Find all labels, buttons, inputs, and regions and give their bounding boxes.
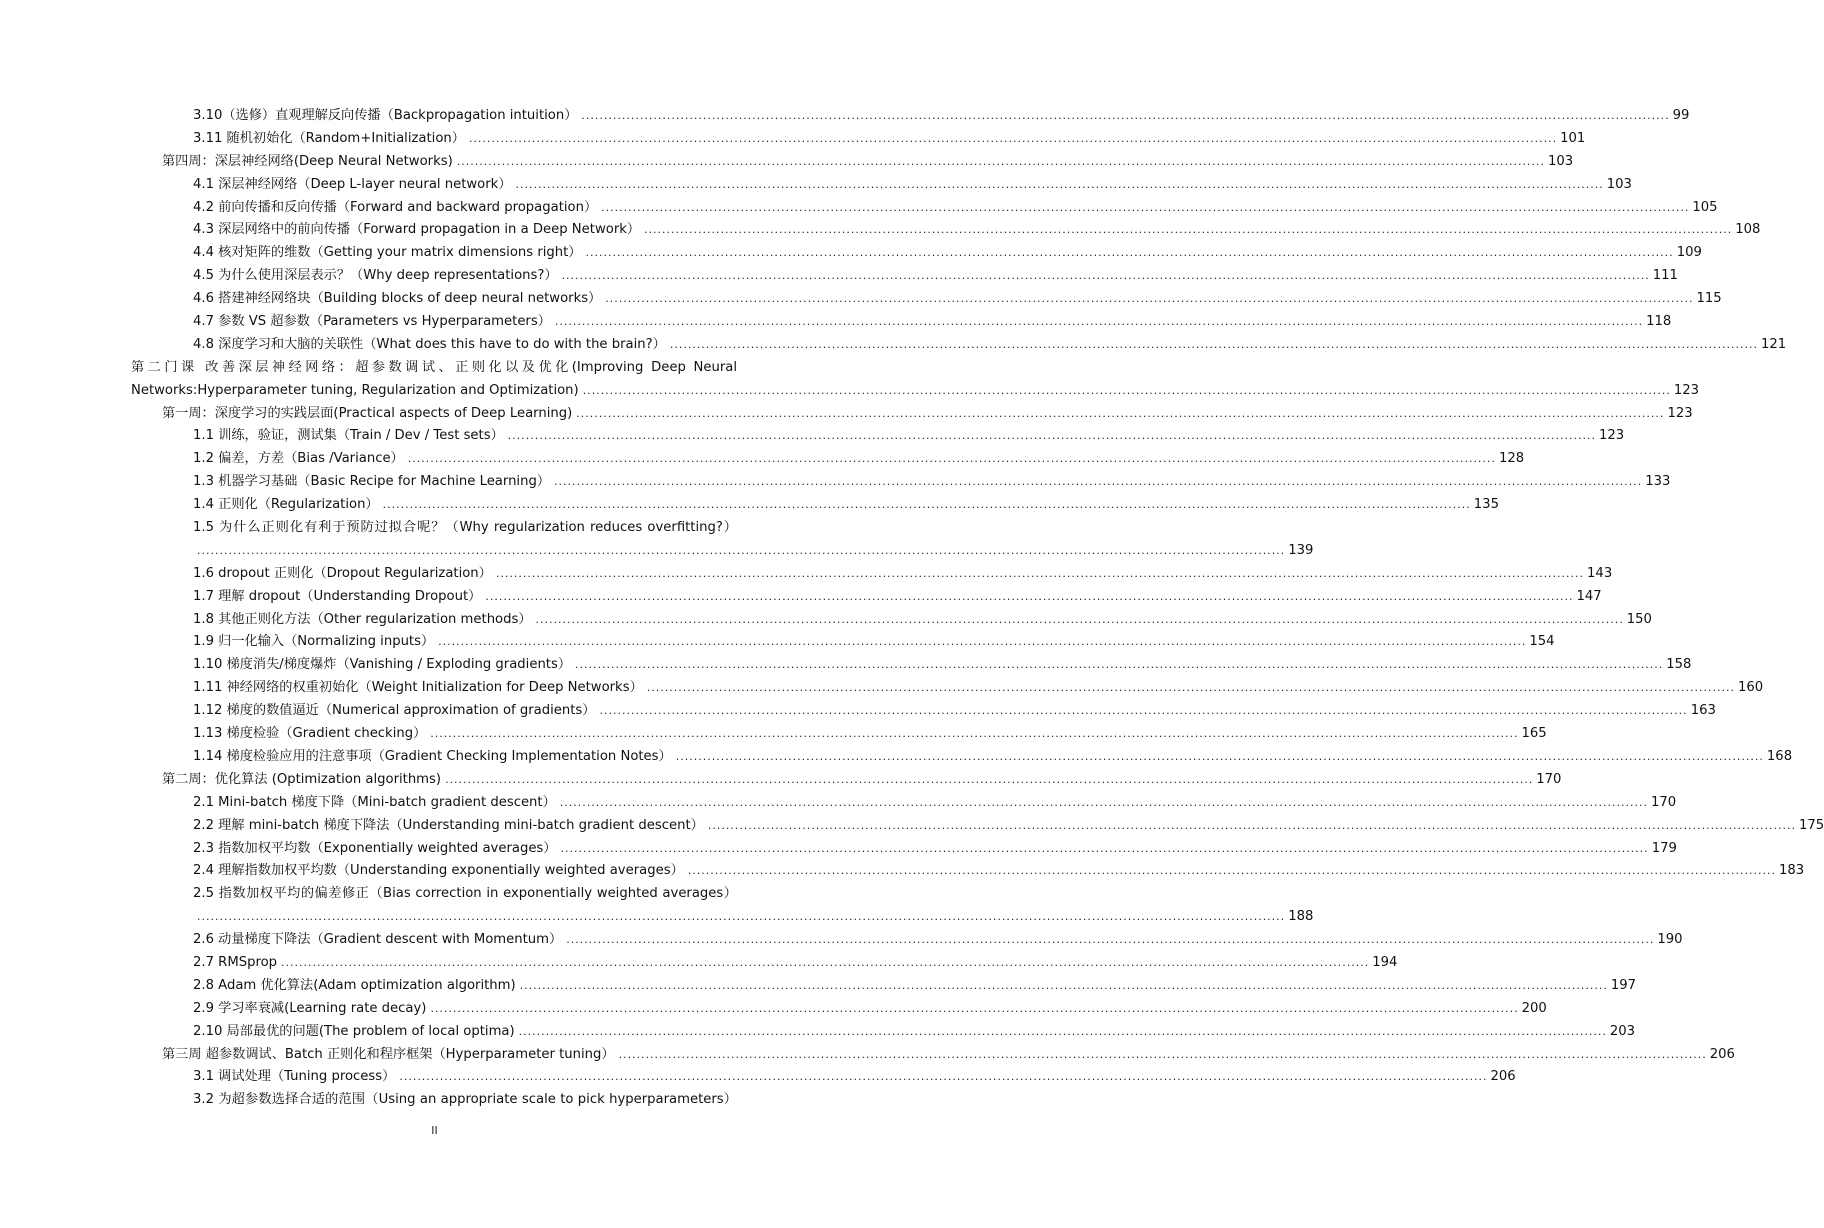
table-of-contents (0, 105, 1824, 1112)
toc-leader-dots (560, 792, 1648, 815)
toc-entry-page: 206 (1709, 1046, 1735, 1062)
toc-leader-dots (430, 998, 1518, 1021)
toc-entry-page: 111 (1652, 268, 1678, 284)
toc-entry-title: 1.4 正则化（Regularization） (193, 497, 379, 513)
toc-entry-title: 1.2 偏差，方差（Bias /Variance） (193, 451, 404, 467)
toc-leader-dots (536, 609, 1624, 632)
toc-entry-title: 1.11 神经网络的权重初始化（Weight Initialization for Deep Networks） (193, 680, 643, 696)
toc-entry[interactable] (0, 425, 1625, 448)
toc-leader-dots (575, 654, 1663, 677)
toc-leader-dots (708, 815, 1796, 838)
toc-entry-page: 168 (1766, 748, 1793, 764)
toc-entry-title: 4.6 搭建神经网络块（Building blocks of deep neural networks） (193, 291, 602, 307)
toc-entry[interactable] (0, 586, 1602, 609)
toc-entry[interactable] (0, 403, 1693, 426)
toc-entry[interactable] (0, 723, 1547, 746)
toc-entry-page: 118 (1646, 314, 1672, 330)
toc-leader-dots (516, 174, 1604, 197)
toc-entry-title: 1.9 归一化输入（Normalizing inputs） (193, 634, 435, 650)
toc-entry-page: 105 (1692, 199, 1718, 215)
toc-entry-page: 163 (1690, 703, 1716, 719)
toc-entry-page: 147 (1576, 588, 1602, 604)
toc-entry-title: 1.3 机器学习基础（Basic Recipe for Machine Learning） (193, 474, 551, 490)
toc-entry-title: 2.7 RMSprop (193, 954, 278, 970)
toc-entry-page: 143 (1587, 565, 1613, 581)
toc-entry-title: 4.1 深层神经网络（Deep L-layer neural network） (193, 176, 512, 192)
toc-leader-dots (197, 906, 1285, 929)
toc-entry[interactable] (0, 242, 1702, 265)
toc-entry-page: 170 (1536, 771, 1562, 787)
toc-entry[interactable] (0, 311, 1672, 334)
toc-leader-dots (670, 334, 1758, 357)
toc-entry[interactable] (0, 952, 1398, 975)
toc-entry[interactable] (0, 975, 1637, 998)
toc-entry[interactable] (0, 609, 1652, 632)
toc-entry[interactable] (0, 265, 1678, 288)
toc-leader-dots (688, 860, 1776, 883)
toc-entry-page: 121 (1761, 336, 1787, 352)
toc-entry[interactable] (0, 1089, 737, 1112)
toc-entry[interactable] (0, 700, 1716, 723)
toc-leader-dots (399, 1066, 1487, 1089)
toc-leader-dots (520, 975, 1608, 998)
toc-entry[interactable] (0, 677, 1764, 700)
toc-entry-page: 115 (1696, 291, 1722, 307)
toc-entry[interactable] (0, 540, 1314, 563)
toc-entry-title: 1.14 梯度检验应用的注意事项（Gradient Checking Implementation Notes） (193, 748, 672, 764)
toc-entry-title: 2.9 学习率衰减(Learning rate decay) (193, 1000, 427, 1016)
toc-entry-page: 108 (1735, 222, 1761, 238)
toc-leader-dots (438, 631, 1526, 654)
toc-entry[interactable] (0, 334, 1787, 357)
toc-entry-title: 1.5 为什么正则化有利于预防过拟合呢？（Why regularization reduces overfitting?） (193, 520, 737, 536)
toc-entry-title: 3.10（选修）直观理解反向传播（Backpropagation intuition） (193, 108, 578, 123)
toc-entry-title: 4.3 深层网络中的前向传播（Forward propagation in a Deep Network） (193, 222, 641, 238)
toc-entry-page: 190 (1657, 932, 1683, 948)
toc-entry-title: 1.12 梯度的数值逼近（Numerical approximation of gradients） (193, 703, 596, 719)
toc-leader-dots (430, 723, 1518, 746)
toc-entry[interactable] (0, 128, 1586, 151)
toc-entry-title: Networks:Hyperparameter tuning, Regularization and Optimization) (131, 382, 579, 398)
toc-entry[interactable] (0, 815, 1824, 838)
toc-entry-page: 183 (1778, 863, 1805, 879)
toc-entry[interactable] (0, 838, 1677, 861)
toc-leader-dots (445, 769, 1533, 792)
toc-entry-title: 1.6 dropout 正则化（Dropout Regularization） (193, 565, 492, 581)
toc-entry-title: 3.11 随机初始化（Random+Initialization） (193, 130, 465, 146)
toc-entry-page: 194 (1372, 954, 1398, 970)
toc-entry-title: 2.8 Adam 优化算法(Adam optimization algorithm) (193, 977, 516, 993)
toc-entry-title: 2.2 理解 mini-batch 梯度下降法（Understanding mini-batch gradient descent） (193, 817, 704, 833)
toc-leader-dots (197, 540, 1285, 563)
toc-entry[interactable] (0, 860, 1805, 883)
toc-entry[interactable] (0, 883, 737, 906)
toc-entry-page: 123 (1673, 382, 1700, 398)
toc-entry-page: 206 (1490, 1069, 1516, 1085)
toc-entry-title: 2.5 指数加权平均的偏差修正（Bias correction in exponentially weighted averages） (193, 886, 737, 902)
toc-entry[interactable] (0, 654, 1692, 677)
toc-entry[interactable] (0, 769, 1562, 792)
toc-entry-page: 139 (1288, 542, 1314, 558)
toc-entry-page: 200 (1521, 1000, 1547, 1016)
toc-entry[interactable] (0, 471, 1671, 494)
toc-entry-page: 109 (1676, 245, 1702, 261)
toc-entry[interactable] (0, 746, 1793, 769)
toc-entry-page: 128 (1498, 451, 1525, 467)
toc-entry-page: 150 (1626, 611, 1652, 627)
toc-leader-dots (644, 219, 1732, 242)
toc-entry[interactable] (0, 1044, 1735, 1067)
toc-entry[interactable] (0, 517, 737, 540)
toc-leader-dots (581, 105, 1669, 128)
toc-leader-dots (281, 952, 1369, 975)
toc-entry[interactable] (0, 288, 1722, 311)
toc-entry[interactable] (0, 563, 1613, 586)
toc-entry-title: 第二周：优化算法 (Optimization algorithms) (162, 771, 442, 787)
toc-entry[interactable] (0, 792, 1677, 815)
toc-entry-page: 197 (1610, 977, 1637, 993)
toc-leader-dots (508, 425, 1596, 448)
toc-entry-page: 179 (1651, 840, 1677, 856)
toc-entry-title: 1.8 其他正则化方法（Other regularization methods） (193, 611, 532, 627)
toc-entry[interactable] (0, 929, 1683, 952)
toc-entry[interactable] (0, 448, 1525, 471)
toc-entry-title: 4.7 参数 VS 超参数（Parameters vs Hyperparameters） (193, 314, 551, 330)
toc-leader-dots (600, 700, 1688, 723)
toc-entry[interactable] (0, 1066, 1516, 1089)
toc-entry[interactable] (0, 1021, 1636, 1044)
toc-leader-dots (561, 838, 1649, 861)
toc-entry-title: 1.13 梯度检验（Gradient checking） (193, 726, 427, 742)
toc-entry-title: 4.2 前向传播和反向传播（Forward and backward propagation） (193, 199, 598, 215)
toc-leader-dots (676, 746, 1764, 769)
toc-entry-page: 175 (1799, 817, 1824, 833)
toc-leader-dots (519, 1021, 1607, 1044)
toc-entry[interactable] (0, 219, 1761, 242)
toc-entry-title: 1.10 梯度消失/梯度爆炸（Vanishing / Exploding gradients） (193, 657, 572, 673)
toc-leader-dots (496, 563, 1584, 586)
toc-entry-page: 160 (1737, 680, 1764, 696)
toc-entry[interactable] (0, 174, 1632, 197)
toc-entry-page: 170 (1650, 794, 1677, 810)
toc-entry[interactable] (0, 151, 1574, 174)
toc-entry-title: 3.2 为超参数选择合适的范围（Using an appropriate scale to pick hyperparameters） (193, 1092, 737, 1108)
toc-entry-page: 135 (1473, 497, 1499, 513)
toc-entry-title: 第四周：深层神经网络(Deep Neural Networks) (162, 153, 453, 169)
toc-entry[interactable] (0, 494, 1499, 517)
toc-entry-page: 103 (1547, 153, 1574, 169)
toc-entry-title: 4.8 深度学习和大脑的关联性（What does this have to do with the brain?） (193, 336, 666, 352)
toc-leader-dots (583, 380, 1671, 403)
toc-entry[interactable] (0, 380, 1700, 403)
toc-entry-title: 3.1 调试处理（Tuning process） (193, 1069, 396, 1085)
toc-entry-page: 158 (1666, 657, 1692, 673)
toc-entry-title: 1.7 理解 dropout（Understanding Dropout） (193, 588, 482, 604)
toc-entry-page: 99 (1672, 108, 1690, 123)
toc-entry-page: 123 (1667, 405, 1693, 421)
toc-entry-page: 188 (1288, 909, 1314, 925)
toc-entry-title: 2.1 Mini-batch 梯度下降（Mini-batch gradient descent） (193, 794, 556, 810)
toc-entry[interactable] (0, 998, 1547, 1021)
toc-leader-dots (457, 151, 1545, 174)
toc-entry-page: 154 (1529, 634, 1555, 650)
toc-entry-page: 133 (1645, 474, 1671, 490)
toc-entry-title: 第三周 超参数调试、Batch 正则化和程序框架（Hyperparameter tuning） (162, 1046, 615, 1062)
toc-entry-title: 2.6 动量梯度下降法（Gradient descent with Momentum） (193, 932, 563, 948)
toc-leader-dots (485, 586, 1573, 609)
toc-leader-dots (576, 403, 1664, 426)
toc-entry-title: 2.3 指数加权平均数（Exponentially weighted averages） (193, 840, 557, 856)
toc-entry-page: 101 (1560, 130, 1586, 146)
toc-entry[interactable] (0, 906, 1314, 929)
toc-leader-dots (555, 311, 1643, 334)
toc-leader-dots (619, 1044, 1707, 1067)
toc-entry-title: 4.4 核对矩阵的维数（Getting your matrix dimensions right） (193, 245, 582, 261)
toc-entry-title: 2.10 局部最优的问题(The problem of local optima) (193, 1023, 515, 1039)
toc-entry-title: 4.5 为什么使用深层表示？（Why deep representations?） (193, 268, 558, 284)
toc-entry-page: 103 (1606, 176, 1632, 192)
toc-entry-title: 第一周：深度学习的实践层面(Practical aspects of Deep Learning) (162, 405, 573, 421)
toc-entry-title: 第二门课 改善深层神经网络：超参数调试、正则化以及优化(Improving Deep Neural (131, 359, 737, 375)
toc-leader-dots (586, 242, 1674, 265)
toc-leader-dots (554, 471, 1642, 494)
toc-entry[interactable] (0, 197, 1718, 220)
toc-leader-dots (605, 288, 1693, 311)
toc-entry-page: 165 (1521, 726, 1547, 742)
toc-entry[interactable] (0, 357, 737, 380)
toc-entry-title: 1.1 训练，验证，测试集（Train / Dev / Test sets） (193, 428, 504, 444)
page-number: II (431, 1124, 438, 1137)
toc-leader-dots (647, 677, 1735, 700)
toc-leader-dots (383, 494, 1471, 517)
toc-leader-dots (562, 265, 1650, 288)
toc-leader-dots (469, 128, 1557, 151)
toc-leader-dots (566, 929, 1654, 952)
toc-leader-dots (601, 197, 1689, 220)
toc-entry[interactable] (0, 631, 1555, 654)
toc-entry-page: 123 (1598, 428, 1625, 444)
toc-leader-dots (408, 448, 1496, 471)
toc-entry[interactable] (0, 105, 1690, 128)
toc-entry-title: 2.4 理解指数加权平均数（Understanding exponentially weighted averages） (193, 863, 684, 879)
toc-entry-page: 203 (1609, 1023, 1636, 1039)
